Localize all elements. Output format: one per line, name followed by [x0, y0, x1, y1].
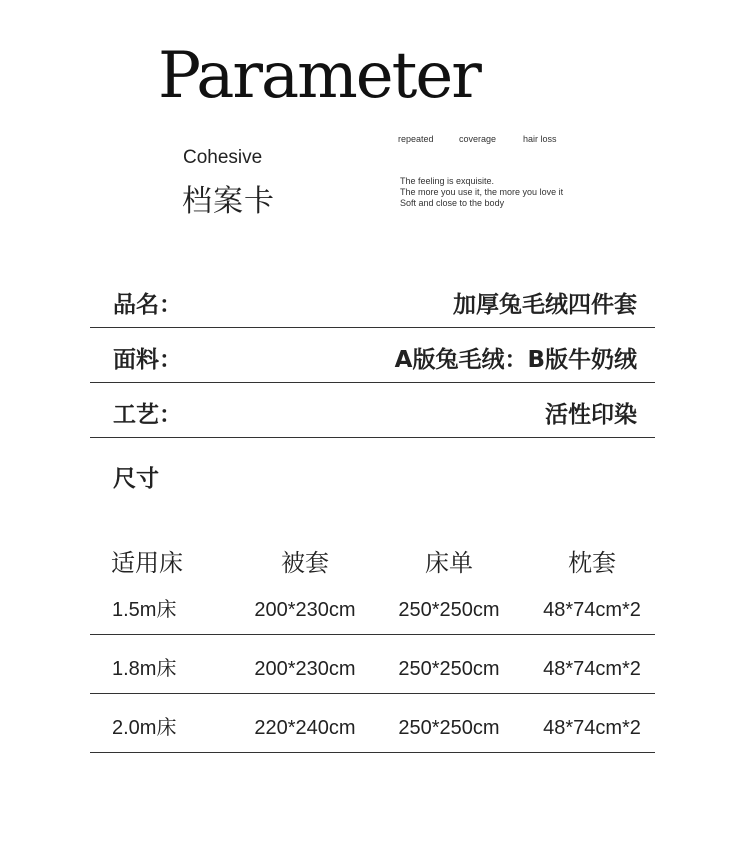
table-cell: 250*250cm: [398, 717, 500, 739]
table-cell: 2.0m床: [112, 717, 177, 739]
param-row-name: [90, 283, 655, 328]
table-row: [90, 694, 655, 753]
size-table-header: [90, 543, 655, 579]
param-row-fabric: [90, 338, 655, 383]
tag-repeated: repeated: [398, 134, 434, 144]
param-label: 品名：: [113, 292, 182, 318]
table-cell: 48*74cm*2: [543, 717, 641, 739]
brand-subtitle: 档案卡: [182, 184, 275, 219]
param-label: 工艺：: [113, 402, 182, 428]
table-cell: 220*240cm: [254, 717, 356, 739]
table-cell: 250*250cm: [398, 599, 500, 621]
param-value: A版兔毛绒：B版牛奶绒: [394, 347, 637, 373]
column-header: 枕套: [568, 549, 616, 577]
table-cell: 48*74cm*2: [543, 599, 641, 621]
param-value: 加厚兔毛绒四件套: [453, 292, 637, 318]
page-title: Parameter: [158, 39, 480, 113]
column-header: 适用床: [111, 549, 183, 577]
param-value: 活性印染: [545, 402, 637, 428]
table-row: [90, 576, 655, 635]
column-header: 被套: [281, 549, 329, 577]
table-row: [90, 635, 655, 694]
table-cell: 1.5m床: [112, 599, 177, 621]
table-cell: 250*250cm: [398, 658, 500, 680]
feature-tags: [398, 134, 557, 144]
slogan: [400, 176, 563, 209]
table-cell: 48*74cm*2: [543, 658, 641, 680]
slogan-line: Soft and close to the body: [400, 198, 505, 208]
size-heading: 尺寸: [113, 466, 159, 492]
param-label: 面料：: [113, 347, 182, 373]
table-cell: 200*230cm: [254, 599, 356, 621]
tag-hair-loss: hair loss: [523, 134, 557, 144]
table-cell: 200*230cm: [254, 658, 356, 680]
slogan-line: The feeling is exquisite.: [400, 176, 495, 186]
column-header: 床单: [425, 549, 473, 577]
slogan-line: The more you use it, the more you love it: [400, 187, 564, 197]
param-row-craft: [90, 393, 655, 438]
tag-coverage: coverage: [459, 134, 497, 144]
table-cell: 1.8m床: [112, 658, 177, 680]
brand-name: Cohesive: [183, 147, 263, 168]
